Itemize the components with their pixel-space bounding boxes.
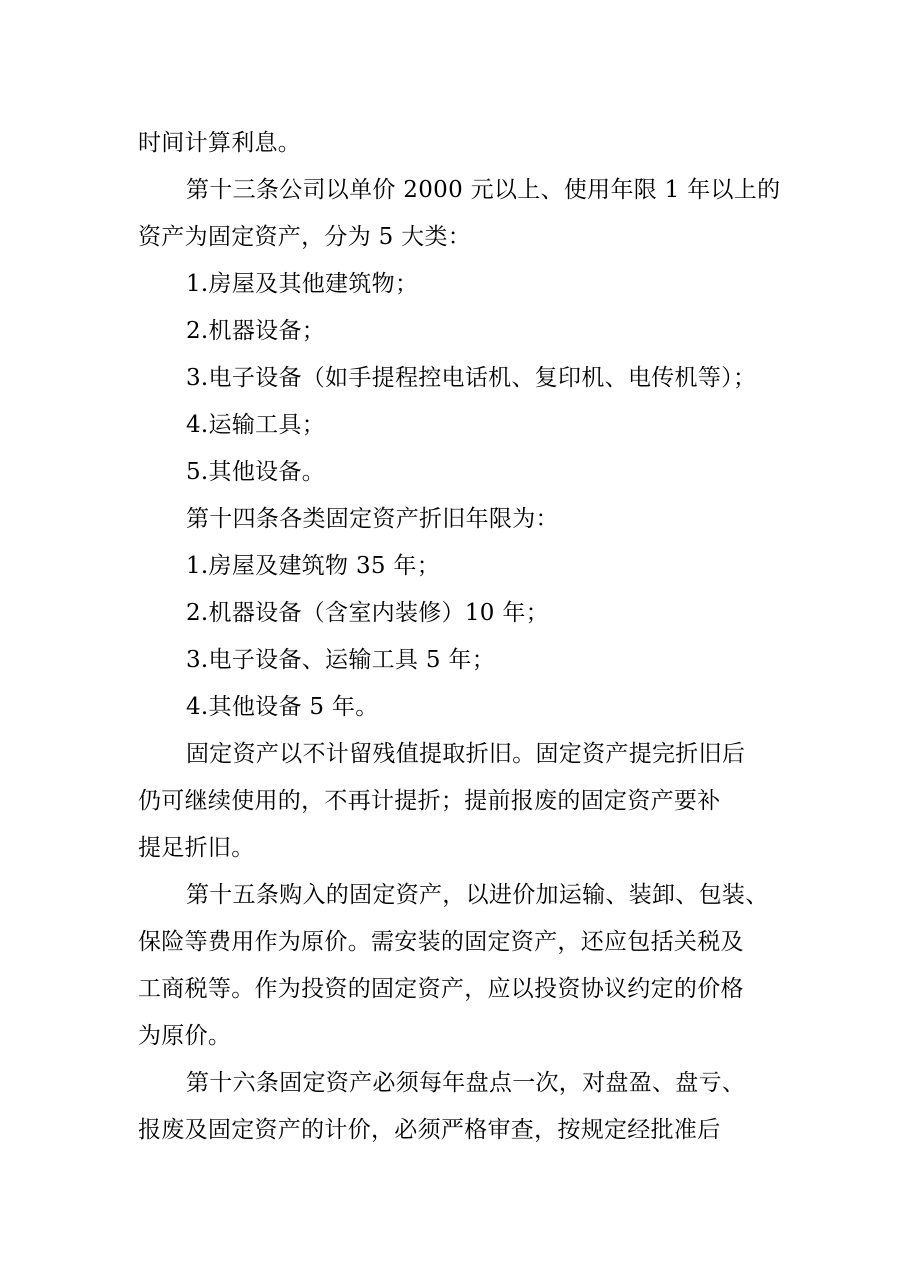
list-item: 3.电子设备（如手提程控电话机、复印机、电传机等）； xyxy=(186,365,757,391)
paragraph-line: 保险等费用作为原价。需安装的固定资产，还应包括关税及 xyxy=(138,929,744,955)
article-16-line: 第十六条固定资产必须每年盘点一次，对盘盈、盘亏、 xyxy=(186,1070,746,1096)
list-item: 1.房屋及建筑物 35 年； xyxy=(186,553,441,579)
article-15-line: 第十五条购入的固定资产，以进价加运输、装卸、包装、 xyxy=(186,882,769,908)
article-14-line: 第十四条各类固定资产折旧年限为： xyxy=(186,506,559,532)
list-item: 4.运输工具； xyxy=(186,412,326,438)
text-line: 资产为固定资产，分为 5 大类： xyxy=(138,224,472,250)
list-item: 3.电子设备、运输工具 5 年； xyxy=(186,647,495,673)
paragraph-line: 提足折旧。 xyxy=(138,835,255,861)
article-13-line: 第十三条公司以单价 2000 元以上、使用年限 1 年以上的 xyxy=(186,177,781,203)
list-item: 5.其他设备。 xyxy=(186,459,326,485)
text-line: 时间计算利息。 xyxy=(138,130,302,156)
paragraph-line: 固定资产以不计留残值提取折旧。固定资产提完折旧后 xyxy=(186,741,746,767)
list-item: 2.机器设备（含室内装修）10 年； xyxy=(186,600,549,626)
list-item: 4.其他设备 5 年。 xyxy=(186,694,379,720)
paragraph-line: 仍可继续使用的，不再计提折；提前报废的固定资产要补 xyxy=(138,788,721,814)
list-item: 2.机器设备； xyxy=(186,318,326,344)
paragraph-line: 为原价。 xyxy=(138,1023,232,1049)
paragraph-line: 报废及固定资产的计价，必须严格审查，按规定经批准后 xyxy=(138,1117,721,1143)
list-item: 1.房屋及其他建筑物； xyxy=(186,271,419,297)
paragraph-line: 工商税等。作为投资的固定资产，应以投资协议约定的价格 xyxy=(138,976,744,1002)
document-page xyxy=(138,120,781,1154)
